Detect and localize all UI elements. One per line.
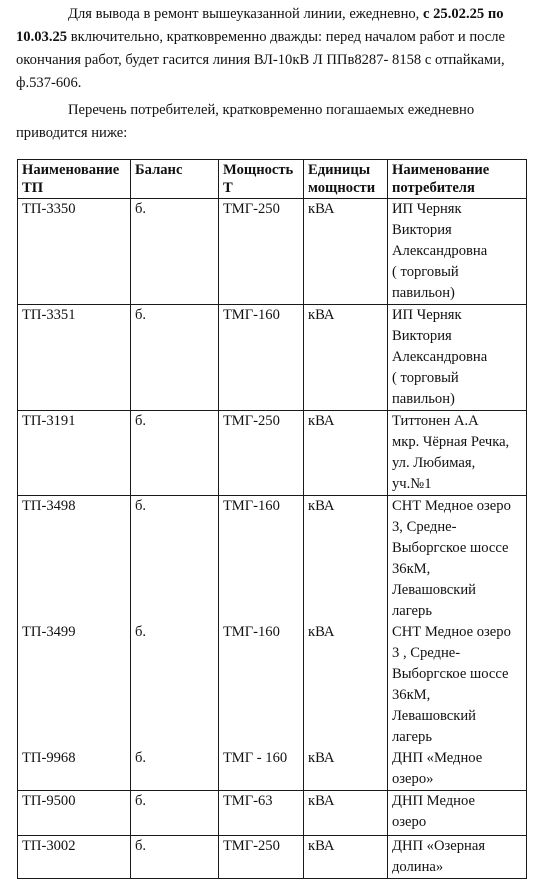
cell-consumer xyxy=(388,622,527,748)
cell-tp: ТП-3351 xyxy=(18,305,131,411)
table-row xyxy=(18,305,527,411)
cell-tp: ТП-3350 xyxy=(18,199,131,305)
cell-balance: б. xyxy=(131,748,219,791)
header-units: Единицы мощности xyxy=(304,160,388,199)
intro-text xyxy=(16,3,531,145)
table-row xyxy=(18,836,527,879)
intro-date-range: с 25.02.25 по 10.03.25 xyxy=(16,6,504,45)
cell-consumer xyxy=(388,748,527,791)
consumer-text: ИП Черняк Виктория Александровна ( торговый павильон) xyxy=(392,307,488,407)
cell-consumer xyxy=(388,305,527,411)
table-header-row xyxy=(18,160,527,199)
consumer-text: ИП Черняк Виктория Александровна ( торговый павильон) xyxy=(392,201,488,301)
cell-consumer xyxy=(388,791,527,836)
cell-tp: ТП-3002 xyxy=(18,836,131,879)
consumer-text: ДНП «Медное озеро» xyxy=(392,750,483,787)
consumers-table xyxy=(17,159,527,879)
cell-power: ТМГ-160 xyxy=(219,622,304,748)
cell-units: кВА xyxy=(304,411,388,496)
cell-units: кВА xyxy=(304,622,388,748)
cell-tp: ТП-9968 xyxy=(18,748,131,791)
cell-units: кВА xyxy=(304,199,388,305)
cell-consumer xyxy=(388,411,527,496)
cell-consumer xyxy=(388,199,527,305)
cell-power: ТМГ - 160 xyxy=(219,748,304,791)
cell-balance: б. xyxy=(131,836,219,879)
cell-balance: б. xyxy=(131,791,219,836)
cell-balance: б. xyxy=(131,496,219,623)
header-tp: Наименование ТП xyxy=(18,160,131,199)
consumer-text: Титтонен А.А мкр. Чёрная Речка, ул. Любимая, уч.№1 xyxy=(392,413,510,492)
intro-paragraph-1 xyxy=(16,3,531,95)
cell-balance: б. xyxy=(131,199,219,305)
table-row xyxy=(18,748,527,791)
consumer-text: ДНП Медное озеро xyxy=(392,793,475,830)
cell-consumer xyxy=(388,836,527,879)
cell-tp: ТП-3498 xyxy=(18,496,131,623)
consumer-text: ДНП «Озерная долина» xyxy=(392,838,486,875)
cell-units: кВА xyxy=(304,496,388,623)
cell-power: ТМГ-250 xyxy=(219,411,304,496)
cell-power: ТМГ-250 xyxy=(219,836,304,879)
header-consumer: Наименование потребителя xyxy=(388,160,527,199)
cell-balance: б. xyxy=(131,411,219,496)
cell-units: кВА xyxy=(304,836,388,879)
table-row xyxy=(18,622,527,748)
table-row xyxy=(18,199,527,305)
cell-tp: ТП-3191 xyxy=(18,411,131,496)
table-row xyxy=(18,496,527,623)
cell-balance: б. xyxy=(131,622,219,748)
cell-tp: ТП-9500 xyxy=(18,791,131,836)
table-row xyxy=(18,411,527,496)
consumer-text: СНТ Медное озеро 3, Средне- Выборгское шоссе 36кМ, Левашовский лагерь xyxy=(392,498,511,619)
cell-power: ТМГ-63 xyxy=(219,791,304,836)
table-row xyxy=(18,791,527,836)
cell-units: кВА xyxy=(304,748,388,791)
cell-units: кВА xyxy=(304,305,388,411)
intro-p1-prefix: Для вывода в ремонт вышеуказанной линии, ежедневно, xyxy=(68,6,423,22)
cell-power: ТМГ-160 xyxy=(219,305,304,411)
intro-p1-suffix: включительно, кратковременно дважды: перед началом работ и после окончания работ, будет гасится линия ВЛ-10кВ Л ППв8287- 8158 с отпайками, ф.537-606. xyxy=(16,29,506,91)
cell-tp: ТП-3499 xyxy=(18,622,131,748)
cell-consumer xyxy=(388,496,527,623)
cell-power: ТМГ-250 xyxy=(219,199,304,305)
cell-power: ТМГ-160 xyxy=(219,496,304,623)
intro-paragraph-2: Перечень потребителей, кратковременно погашаемых ежедневно приводится ниже: xyxy=(16,102,475,141)
consumer-text: СНТ Медное озеро 3 , Средне- Выборгское шоссе 36кМ, Левашовский лагерь xyxy=(392,624,511,745)
header-balance: Баланс xyxy=(131,160,219,199)
cell-balance: б. xyxy=(131,305,219,411)
cell-units: кВА xyxy=(304,791,388,836)
header-power: Мощность Т xyxy=(219,160,304,199)
